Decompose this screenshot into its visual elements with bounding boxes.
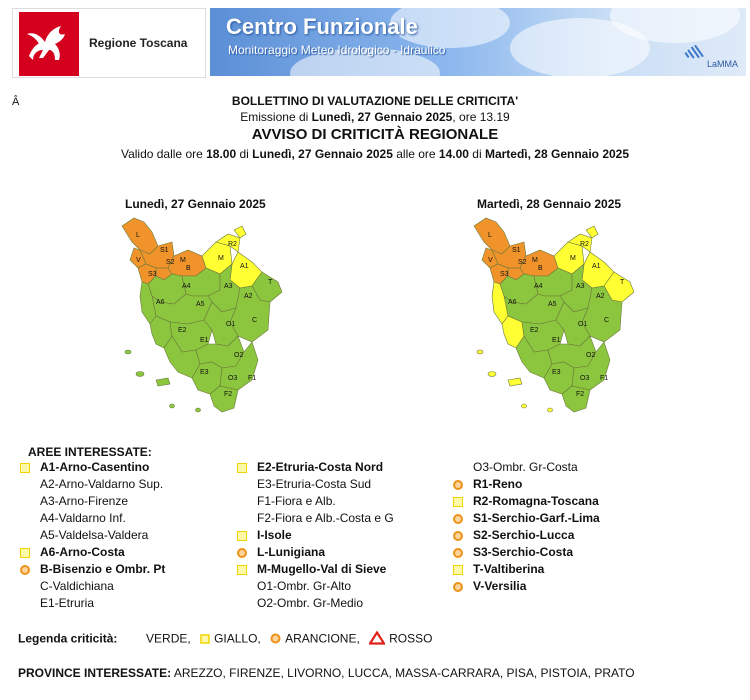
- area-label: O3-Ombr. Gr-Costa: [473, 460, 578, 474]
- aree-title: AREE INTERESSATE:: [28, 445, 152, 459]
- region-logo: [12, 8, 206, 78]
- banner-subtitle: Monitoraggio Meteo Idrologico - Idraulico: [228, 43, 446, 57]
- zone-R1: [234, 226, 246, 238]
- svg-text:S1: S1: [512, 247, 521, 254]
- svg-text:M: M: [218, 255, 224, 262]
- svg-text:O1: O1: [226, 321, 236, 328]
- area-item: [451, 493, 600, 510]
- arancione-circle-icon: [453, 582, 463, 592]
- area-label: F1-Fiora e Alb.: [257, 494, 336, 508]
- svg-text:O2: O2: [234, 352, 244, 359]
- svg-text:E2: E2: [530, 327, 539, 334]
- area-item: [451, 459, 600, 476]
- area-item: [18, 544, 165, 561]
- stray-character: Â: [12, 96, 20, 108]
- legend: [18, 631, 432, 648]
- legend-rosso: ROSSO: [389, 631, 433, 646]
- area-label: E1-Etruria: [40, 596, 95, 610]
- svg-text:E2: E2: [178, 327, 187, 334]
- svg-text:M: M: [180, 257, 186, 264]
- province-line: [18, 666, 635, 680]
- svg-text:F2: F2: [576, 391, 585, 398]
- map-day1-label: Lunedì, 27 Gennaio 2025: [125, 197, 266, 211]
- svg-text:A6: A6: [156, 299, 165, 306]
- area-item: [451, 527, 600, 544]
- area-item: [451, 476, 600, 493]
- svg-text:A5: A5: [196, 301, 205, 308]
- area-label: B-Bisenzio e Ombr. Pt: [40, 562, 166, 576]
- area-item: [235, 544, 394, 561]
- area-label: I-Isole: [257, 528, 292, 542]
- area-label: S2-Serchio-Lucca: [473, 528, 575, 542]
- svg-text:E1: E1: [552, 337, 561, 344]
- area-label: O1-Ombr. Gr-Alto: [257, 579, 352, 593]
- island-elba: [156, 378, 170, 386]
- legend-label: Legenda criticità:: [18, 631, 118, 646]
- area-label: O2-Ombr. Gr-Medio: [257, 596, 364, 610]
- arancione-circle-icon: [453, 480, 463, 490]
- area-label: L-Lunigiana: [257, 545, 325, 559]
- legend-verde: VERDE,: [146, 631, 191, 646]
- svg-text:V: V: [136, 257, 141, 264]
- validity-line: Valido dalle ore 18.00 di Lunedì, 27 Gennaio 2025 alle ore 14.00 di Martedì, 28 Gennaio 2025: [120, 147, 630, 161]
- svg-text:C: C: [252, 317, 258, 324]
- island-capraia: [488, 372, 496, 377]
- area-label: A5-Valdelsa-Valdera: [40, 528, 149, 542]
- svg-text:C: C: [604, 317, 610, 324]
- svg-text:L: L: [488, 232, 492, 239]
- area-item: [18, 595, 165, 612]
- area-label: S3-Serchio-Costa: [473, 545, 574, 559]
- legend-giallo-square-icon: [200, 633, 210, 647]
- area-item: [451, 544, 600, 561]
- svg-text:S2: S2: [166, 259, 175, 266]
- area-item: [235, 561, 394, 578]
- svg-text:A3: A3: [224, 283, 233, 290]
- province-list: AREZZO, FIRENZE, LIVORNO, LUCCA, MASSA-CARRARA, PISA, PISTOIA, PRATO: [173, 666, 635, 680]
- arancione-circle-icon: [453, 531, 463, 541]
- area-item: [18, 527, 165, 544]
- zone-L: [122, 218, 158, 254]
- svg-text:S1: S1: [160, 247, 169, 254]
- area-item: [451, 561, 600, 578]
- area-label: T-Valtiberina: [473, 562, 545, 576]
- svg-text:F2: F2: [224, 391, 233, 398]
- svg-text:S3: S3: [500, 271, 509, 278]
- region-name: Regione Toscana: [89, 36, 188, 50]
- area-label: A6-Arno-Costa: [40, 545, 125, 559]
- island-capraia: [136, 372, 144, 377]
- area-label: F2-Fiora e Alb.-Costa e G: [257, 511, 394, 525]
- svg-text:A1: A1: [592, 263, 601, 270]
- emission-line: Emissione di Lunedì, 27 Gennaio 2025, ore 13.19: [240, 110, 510, 124]
- svg-text:T: T: [268, 279, 273, 286]
- svg-text:A3: A3: [576, 283, 585, 290]
- area-item: [451, 578, 600, 595]
- page-header: [12, 4, 742, 80]
- tuscany-map-day1: [112, 212, 302, 422]
- giallo-square-icon: [237, 531, 247, 541]
- tuscany-map-day2: [464, 212, 654, 422]
- area-label: A1-Arno-Casentino: [40, 460, 150, 474]
- giallo-square-icon: [20, 463, 30, 473]
- banner-title: Centro Funzionale: [226, 14, 418, 39]
- bulletin-title: BOLLETTINO DI VALUTAZIONE DELLE CRITICITA': [231, 94, 519, 108]
- legend-arancione: ARANCIONE,: [285, 631, 360, 646]
- svg-text:O3: O3: [228, 375, 238, 382]
- svg-text:O3: O3: [580, 375, 590, 382]
- svg-text:M: M: [532, 257, 538, 264]
- svg-text:F1: F1: [600, 375, 609, 382]
- arancione-circle-icon: [453, 514, 463, 524]
- legend-giallo: GIALLO,: [214, 631, 261, 646]
- svg-text:R2: R2: [580, 241, 589, 248]
- svg-text:B: B: [186, 265, 191, 272]
- centro-funzionale-banner: [210, 8, 746, 76]
- legend-arancione-circle-icon: [270, 633, 281, 647]
- svg-text:E3: E3: [200, 369, 209, 376]
- area-item: [235, 476, 394, 493]
- area-label: R1-Reno: [473, 477, 523, 491]
- aree-column-3: [451, 459, 600, 595]
- area-item: [18, 493, 165, 510]
- svg-text:S2: S2: [518, 259, 527, 266]
- area-label: A2-Arno-Valdarno Sup.: [40, 477, 164, 491]
- pegasus-flag-icon: [19, 12, 79, 76]
- area-item: [235, 459, 394, 476]
- island-pianosa: [170, 404, 175, 408]
- zone-L: [474, 218, 510, 254]
- svg-text:B: B: [538, 265, 543, 272]
- svg-text:F1: F1: [248, 375, 257, 382]
- island-elba: [508, 378, 522, 386]
- island-pianosa: [522, 404, 527, 408]
- area-label: E3-Etruria-Costa Sud: [257, 477, 372, 491]
- arancione-circle-icon: [237, 548, 247, 558]
- area-label: M-Mugello-Val di Sieve: [257, 562, 387, 576]
- avviso-title: AVVISO DI CRITICITÀ REGIONALE: [251, 126, 499, 143]
- area-item: [235, 527, 394, 544]
- area-item: [235, 578, 394, 595]
- area-item: [235, 510, 394, 527]
- island-giglio: [548, 408, 553, 412]
- area-item: [18, 578, 165, 595]
- svg-text:S3: S3: [148, 271, 157, 278]
- area-item: [451, 510, 600, 527]
- svg-text:O1: O1: [578, 321, 588, 328]
- area-label: V-Versilia: [473, 579, 527, 593]
- area-label: R2-Romagna-Toscana: [473, 494, 599, 508]
- area-label: S1-Serchio-Garf.-Lima: [473, 511, 600, 525]
- area-item: [235, 595, 394, 612]
- area-label: C-Valdichiana: [40, 579, 114, 593]
- area-label: A3-Arno-Firenze: [40, 494, 129, 508]
- area-item: [235, 493, 394, 510]
- svg-text:A5: A5: [548, 301, 557, 308]
- giallo-square-icon: [453, 497, 463, 507]
- svg-text:R2: R2: [228, 241, 237, 248]
- svg-text:A1: A1: [240, 263, 249, 270]
- giallo-square-icon: [453, 565, 463, 575]
- svg-text:V: V: [488, 257, 493, 264]
- svg-text:L: L: [136, 232, 140, 239]
- svg-text:O2: O2: [586, 352, 596, 359]
- giallo-square-icon: [20, 548, 30, 558]
- svg-text:A4: A4: [534, 283, 543, 290]
- province-label: PROVINCE INTERESSATE:: [18, 666, 172, 680]
- arancione-circle-icon: [453, 548, 463, 558]
- aree-column-2: [235, 459, 394, 612]
- area-label: A4-Valdarno Inf.: [40, 511, 126, 525]
- svg-text:A2: A2: [596, 293, 605, 300]
- arancione-circle-icon: [20, 565, 30, 575]
- legend-rosso-triangle-icon: [369, 631, 385, 648]
- svg-text:A4: A4: [182, 283, 191, 290]
- island-gorgona: [477, 350, 483, 354]
- giallo-square-icon: [237, 463, 247, 473]
- island-giglio: [196, 408, 201, 412]
- area-label: E2-Etruria-Costa Nord: [257, 460, 384, 474]
- zone-R1: [586, 226, 598, 238]
- svg-text:E1: E1: [200, 337, 209, 344]
- svg-text:T: T: [620, 279, 625, 286]
- map-day2-label: Martedì, 28 Gennaio 2025: [477, 197, 622, 211]
- aree-column-1: [18, 459, 165, 612]
- island-gorgona: [125, 350, 131, 354]
- lamma-label: LaMMA: [706, 59, 738, 69]
- area-item: [18, 459, 165, 476]
- area-item: [18, 476, 165, 493]
- svg-text:E3: E3: [552, 369, 561, 376]
- area-item: [18, 510, 165, 527]
- svg-text:M: M: [570, 255, 576, 262]
- area-item: [18, 561, 165, 578]
- svg-text:A2: A2: [244, 293, 253, 300]
- giallo-square-icon: [237, 565, 247, 575]
- svg-text:A6: A6: [508, 299, 517, 306]
